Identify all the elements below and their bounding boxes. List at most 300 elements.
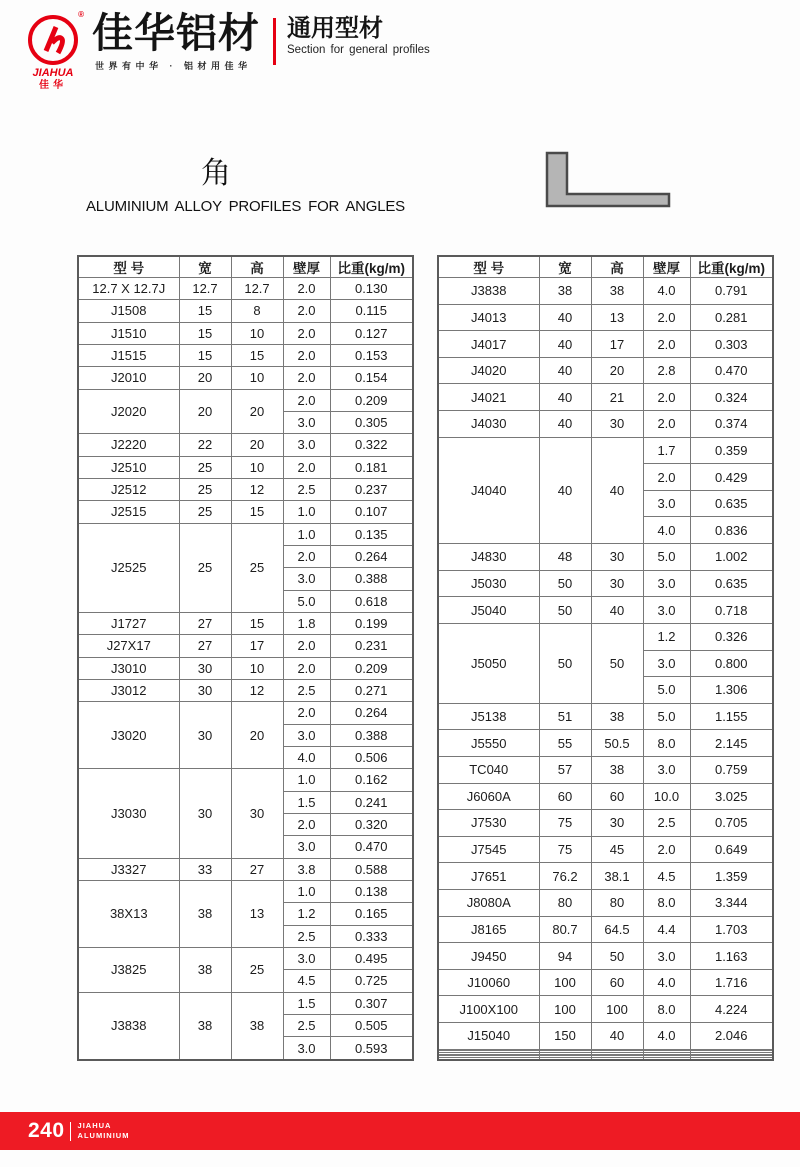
table-row	[78, 612, 413, 634]
thickness-cell: 2.0	[283, 545, 330, 567]
thickness-cell: 2.0	[643, 411, 690, 438]
thickness-cell: 2.0	[643, 464, 690, 491]
weight-cell: 0.326	[690, 623, 773, 650]
thickness-cell: 1.0	[283, 523, 330, 545]
weight-cell: 3.025	[690, 783, 773, 810]
weight-cell: 0.209	[330, 657, 413, 679]
width-cell: 40	[539, 411, 591, 438]
table-row	[78, 947, 413, 969]
thickness-cell: 1.0	[283, 769, 330, 791]
section-title-en: Section for general profiles	[287, 44, 430, 57]
weight-cell: 0.333	[330, 925, 413, 947]
weight-cell: 0.588	[330, 858, 413, 880]
title-en: ALUMINIUM ALLOY PROFILES FOR ANGLES	[86, 198, 405, 215]
table-row	[78, 769, 413, 791]
table-row	[438, 623, 773, 650]
width-cell: 33	[179, 858, 231, 880]
height-cell: 12	[231, 679, 283, 701]
weight-cell: 0.470	[330, 836, 413, 858]
table-row	[78, 679, 413, 701]
height-cell: 38	[231, 992, 283, 1060]
table-row	[438, 411, 773, 438]
thickness-cell: 3.0	[283, 947, 330, 969]
table-row	[438, 890, 773, 917]
model-cell: J4017	[438, 331, 539, 358]
table-row	[78, 523, 413, 545]
weight-cell: 1.359	[690, 863, 773, 890]
thickness-cell: 2.0	[643, 836, 690, 863]
weight-cell: 0.429	[690, 464, 773, 491]
model-cell: J5040	[438, 597, 539, 624]
table-row	[78, 858, 413, 880]
thickness-cell: 5.0	[643, 703, 690, 730]
weight-cell: 0.127	[330, 322, 413, 344]
table-header-row	[78, 256, 413, 278]
width-cell: 55	[539, 730, 591, 757]
table-row	[438, 304, 773, 331]
empty-table-row	[438, 1057, 773, 1060]
weight-cell: 0.303	[690, 331, 773, 358]
height-cell: 30	[591, 544, 643, 571]
height-cell: 38	[591, 703, 643, 730]
model-cell: J5550	[438, 730, 539, 757]
height-cell: 20	[231, 702, 283, 769]
col-header-model: 型 号	[438, 256, 539, 278]
thickness-cell: 3.8	[283, 858, 330, 880]
table-row	[78, 456, 413, 478]
height-cell: 40	[591, 1023, 643, 1050]
table-row	[438, 836, 773, 863]
model-cell: J2512	[78, 478, 179, 500]
table-row	[78, 702, 413, 724]
weight-cell: 0.388	[330, 568, 413, 590]
thickness-cell: 5.0	[643, 544, 690, 571]
model-cell: J9450	[438, 943, 539, 970]
width-cell: 20	[179, 367, 231, 389]
weight-cell: 0.324	[690, 384, 773, 411]
thickness-cell: 2.0	[283, 389, 330, 411]
model-cell: 38X13	[78, 880, 179, 947]
table-row	[78, 434, 413, 456]
model-cell: J3010	[78, 657, 179, 679]
weight-cell: 0.705	[690, 810, 773, 837]
thickness-cell: 3.0	[643, 650, 690, 677]
table-row	[78, 992, 413, 1014]
weight-cell: 0.725	[330, 970, 413, 992]
width-cell: 50	[539, 597, 591, 624]
weight-cell: 0.791	[690, 278, 773, 305]
width-cell: 25	[179, 523, 231, 612]
height-cell: 27	[231, 858, 283, 880]
weight-cell: 0.635	[690, 490, 773, 517]
thickness-cell: 2.0	[283, 300, 330, 322]
width-cell: 27	[179, 635, 231, 657]
table-row	[78, 880, 413, 902]
table-row	[78, 635, 413, 657]
height-cell: 13	[231, 880, 283, 947]
angle-profile-icon	[545, 151, 671, 213]
weight-cell: 0.505	[330, 1014, 413, 1036]
weight-cell: 0.322	[330, 434, 413, 456]
width-cell: 30	[179, 769, 231, 858]
width-cell: 15	[179, 344, 231, 366]
spec-table-left	[77, 255, 414, 1061]
logo-jiahua-cn: 佳华	[39, 80, 67, 91]
height-cell: 17	[231, 635, 283, 657]
height-cell: 20	[231, 434, 283, 456]
section-title-cn: 通用型材	[287, 15, 383, 42]
thickness-cell: 3.0	[283, 724, 330, 746]
spec-table-right	[437, 255, 774, 1061]
model-cell: J7545	[438, 836, 539, 863]
header-divider	[273, 18, 276, 65]
height-cell: 50.5	[591, 730, 643, 757]
model-cell: J4021	[438, 384, 539, 411]
height-cell: 30	[231, 769, 283, 858]
height-cell: 10	[231, 657, 283, 679]
width-cell: 51	[539, 703, 591, 730]
col-header-height: 高	[591, 256, 643, 278]
weight-cell: 1.155	[690, 703, 773, 730]
model-cell: J1510	[78, 322, 179, 344]
weight-cell: 0.181	[330, 456, 413, 478]
thickness-cell: 4.0	[643, 517, 690, 544]
weight-cell: 0.264	[330, 702, 413, 724]
weight-cell: 0.800	[690, 650, 773, 677]
thickness-cell: 3.0	[283, 411, 330, 433]
height-cell: 15	[231, 344, 283, 366]
footer-brand-line2: ALUMINIUM	[77, 1131, 130, 1140]
weight-cell: 0.495	[330, 947, 413, 969]
col-header-weight: 比重(kg/m)	[330, 256, 413, 278]
table-row	[438, 384, 773, 411]
thickness-cell: 3.0	[283, 568, 330, 590]
width-cell: 20	[179, 389, 231, 434]
table-row	[438, 597, 773, 624]
table-row	[78, 322, 413, 344]
page-number: 240	[28, 1119, 65, 1142]
width-cell: 30	[179, 702, 231, 769]
jiahua-logo-icon	[26, 10, 84, 67]
weight-cell: 1.716	[690, 969, 773, 996]
weight-cell: 2.145	[690, 730, 773, 757]
model-cell: J4013	[438, 304, 539, 331]
height-cell: 21	[591, 384, 643, 411]
col-header-thickness: 壁厚	[283, 256, 330, 278]
table-row	[438, 756, 773, 783]
footer-brand-line1: JIAHUA	[77, 1121, 112, 1131]
thickness-cell: 4.0	[643, 1023, 690, 1050]
model-cell: J5030	[438, 570, 539, 597]
width-cell: 15	[179, 300, 231, 322]
table-row	[438, 996, 773, 1023]
thickness-cell: 1.5	[283, 791, 330, 813]
height-cell	[591, 1057, 643, 1060]
width-cell: 30	[179, 657, 231, 679]
model-cell: J3838	[78, 992, 179, 1060]
table-row	[438, 810, 773, 837]
brand-slogan: 世界有中华 · 铝材用佳华	[95, 61, 252, 71]
weight-cell: 0.199	[330, 612, 413, 634]
model-cell: J4030	[438, 411, 539, 438]
width-cell: 75	[539, 810, 591, 837]
thickness-cell: 1.5	[283, 992, 330, 1014]
col-header-height: 高	[231, 256, 283, 278]
model-cell: J4020	[438, 357, 539, 384]
model-cell: J7651	[438, 863, 539, 890]
height-cell: 17	[591, 331, 643, 358]
height-cell: 20	[231, 389, 283, 434]
width-cell: 94	[539, 943, 591, 970]
weight-cell: 0.153	[330, 344, 413, 366]
thickness-cell: 1.0	[283, 880, 330, 902]
weight-cell: 1.306	[690, 677, 773, 704]
height-cell: 60	[591, 969, 643, 996]
weight-cell: 1.002	[690, 544, 773, 571]
height-cell: 10	[231, 367, 283, 389]
width-cell: 50	[539, 623, 591, 703]
height-cell: 10	[231, 322, 283, 344]
thickness-cell: 3.0	[643, 597, 690, 624]
model-cell: J2010	[78, 367, 179, 389]
page-header	[20, 10, 430, 91]
weight-cell: 0.307	[330, 992, 413, 1014]
width-cell: 60	[539, 783, 591, 810]
logo-jiahua-en: JIAHUA	[32, 67, 74, 79]
model-cell: J2220	[78, 434, 179, 456]
table-row	[438, 570, 773, 597]
width-cell: 100	[539, 969, 591, 996]
height-cell: 15	[231, 612, 283, 634]
width-cell: 25	[179, 501, 231, 523]
width-cell: 15	[179, 322, 231, 344]
col-header-weight: 比重(kg/m)	[690, 256, 773, 278]
weight-cell: 0.635	[690, 570, 773, 597]
weight-cell: 0.470	[690, 357, 773, 384]
thickness-cell: 2.0	[643, 384, 690, 411]
table-row	[438, 1023, 773, 1050]
table-row	[78, 389, 413, 411]
model-cell: J27X17	[78, 635, 179, 657]
weight-cell: 0.130	[330, 278, 413, 300]
weight-cell: 0.759	[690, 756, 773, 783]
thickness-cell: 2.0	[283, 813, 330, 835]
model-cell: J2510	[78, 456, 179, 478]
thickness-cell: 4.5	[283, 970, 330, 992]
weight-cell: 0.138	[330, 880, 413, 902]
height-cell: 80	[591, 890, 643, 917]
thickness-cell: 2.5	[283, 679, 330, 701]
width-cell: 38	[179, 992, 231, 1060]
height-cell: 30	[591, 810, 643, 837]
model-cell: J10060	[438, 969, 539, 996]
weight-cell: 0.107	[330, 501, 413, 523]
model-cell: J3825	[78, 947, 179, 992]
thickness-cell: 1.2	[643, 623, 690, 650]
width-cell: 57	[539, 756, 591, 783]
model-cell: 12.7 X 12.7J	[78, 278, 179, 300]
model-cell: J5050	[438, 623, 539, 703]
height-cell: 30	[591, 570, 643, 597]
weight-cell: 0.718	[690, 597, 773, 624]
thickness-cell: 4.0	[643, 969, 690, 996]
model-cell: J15040	[438, 1023, 539, 1050]
model-cell: J4830	[438, 544, 539, 571]
weight-cell: 0.115	[330, 300, 413, 322]
col-header-model: 型 号	[78, 256, 179, 278]
weight-cell: 1.703	[690, 916, 773, 943]
table-row	[438, 730, 773, 757]
height-cell: 25	[231, 947, 283, 992]
thickness-cell: 2.0	[283, 657, 330, 679]
table-row	[438, 437, 773, 464]
weight-cell: 0.231	[330, 635, 413, 657]
thickness-cell: 2.5	[643, 810, 690, 837]
height-cell: 38.1	[591, 863, 643, 890]
footer-content	[28, 1119, 129, 1143]
weight-cell: 0.165	[330, 903, 413, 925]
height-cell: 8	[231, 300, 283, 322]
thickness-cell: 3.0	[283, 836, 330, 858]
width-cell: 38	[179, 947, 231, 992]
thickness-cell: 2.0	[283, 367, 330, 389]
table-row	[438, 331, 773, 358]
model-cell: J1515	[78, 344, 179, 366]
footer-brand	[78, 1121, 130, 1141]
width-cell: 100	[539, 996, 591, 1023]
thickness-cell: 2.5	[283, 478, 330, 500]
thickness-cell: 2.5	[283, 1014, 330, 1036]
weight-cell: 0.237	[330, 478, 413, 500]
thickness-cell: 2.0	[283, 278, 330, 300]
width-cell: 12.7	[179, 278, 231, 300]
weight-cell: 0.320	[330, 813, 413, 835]
table-header-row	[438, 256, 773, 278]
table-row	[438, 703, 773, 730]
width-cell: 48	[539, 544, 591, 571]
table-row	[78, 367, 413, 389]
model-cell: J8080A	[438, 890, 539, 917]
width-cell: 76.2	[539, 863, 591, 890]
thickness-cell: 3.0	[643, 570, 690, 597]
thickness-cell: 2.0	[283, 456, 330, 478]
thickness-cell: 2.5	[283, 925, 330, 947]
thickness-cell: 1.7	[643, 437, 690, 464]
height-cell: 12	[231, 478, 283, 500]
weight-cell: 0.359	[690, 437, 773, 464]
model-cell: J5138	[438, 703, 539, 730]
width-cell: 38	[539, 278, 591, 305]
weight-cell: 0.836	[690, 517, 773, 544]
height-cell: 45	[591, 836, 643, 863]
height-cell: 12.7	[231, 278, 283, 300]
thickness-cell: 8.0	[643, 730, 690, 757]
thickness-cell: 1.8	[283, 612, 330, 634]
weight-cell: 0.593	[330, 1037, 413, 1060]
thickness-cell: 3.0	[643, 756, 690, 783]
height-cell: 13	[591, 304, 643, 331]
thickness-cell: 2.0	[283, 344, 330, 366]
weight-cell: 0.281	[690, 304, 773, 331]
weight-cell	[690, 1057, 773, 1060]
table-row	[438, 278, 773, 305]
height-cell: 25	[231, 523, 283, 612]
table-row	[438, 783, 773, 810]
weight-cell: 0.618	[330, 590, 413, 612]
table-row	[78, 478, 413, 500]
table-row	[438, 544, 773, 571]
thickness-cell: 8.0	[643, 996, 690, 1023]
weight-cell: 1.163	[690, 943, 773, 970]
table-row	[438, 916, 773, 943]
height-cell: 50	[591, 943, 643, 970]
table-row	[438, 863, 773, 890]
width-cell: 75	[539, 836, 591, 863]
weight-cell: 0.162	[330, 769, 413, 791]
model-cell: J100X100	[438, 996, 539, 1023]
thickness-cell: 5.0	[283, 590, 330, 612]
table-row	[438, 969, 773, 996]
width-cell: 150	[539, 1023, 591, 1050]
weight-cell: 0.305	[330, 411, 413, 433]
thickness-cell: 2.0	[283, 322, 330, 344]
table-row	[78, 657, 413, 679]
width-cell: 27	[179, 612, 231, 634]
weight-cell: 0.209	[330, 389, 413, 411]
height-cell: 15	[231, 501, 283, 523]
thickness-cell: 10.0	[643, 783, 690, 810]
thickness-cell: 8.0	[643, 890, 690, 917]
model-cell: J6060A	[438, 783, 539, 810]
thickness-cell: 2.0	[283, 702, 330, 724]
height-cell: 38	[591, 278, 643, 305]
width-cell: 80	[539, 890, 591, 917]
table-row	[78, 501, 413, 523]
weight-cell: 0.271	[330, 679, 413, 701]
company-logo	[20, 10, 86, 91]
table-row	[438, 357, 773, 384]
width-cell: 22	[179, 434, 231, 456]
height-cell: 10	[231, 456, 283, 478]
thickness-cell	[643, 1057, 690, 1060]
height-cell: 40	[591, 597, 643, 624]
footer-bar	[0, 1112, 800, 1150]
page-title	[86, 148, 405, 215]
thickness-cell: 2.0	[643, 331, 690, 358]
weight-cell: 3.344	[690, 890, 773, 917]
title-cn: 角	[201, 157, 231, 190]
col-header-width: 宽	[539, 256, 591, 278]
weight-cell: 0.264	[330, 545, 413, 567]
width-cell: 40	[539, 384, 591, 411]
weight-cell: 0.506	[330, 746, 413, 768]
brand-title: 佳华铝材	[92, 10, 260, 56]
weight-cell: 0.154	[330, 367, 413, 389]
model-cell: J2525	[78, 523, 179, 612]
model-cell: J7530	[438, 810, 539, 837]
height-cell: 100	[591, 996, 643, 1023]
weight-cell: 4.224	[690, 996, 773, 1023]
height-cell: 64.5	[591, 916, 643, 943]
model-cell: J2020	[78, 389, 179, 434]
thickness-cell: 4.0	[283, 746, 330, 768]
registered-mark: ®	[78, 10, 84, 19]
table-row	[78, 344, 413, 366]
thickness-cell: 2.8	[643, 357, 690, 384]
brand-block	[92, 10, 260, 72]
model-cell: J3327	[78, 858, 179, 880]
weight-cell: 0.374	[690, 411, 773, 438]
